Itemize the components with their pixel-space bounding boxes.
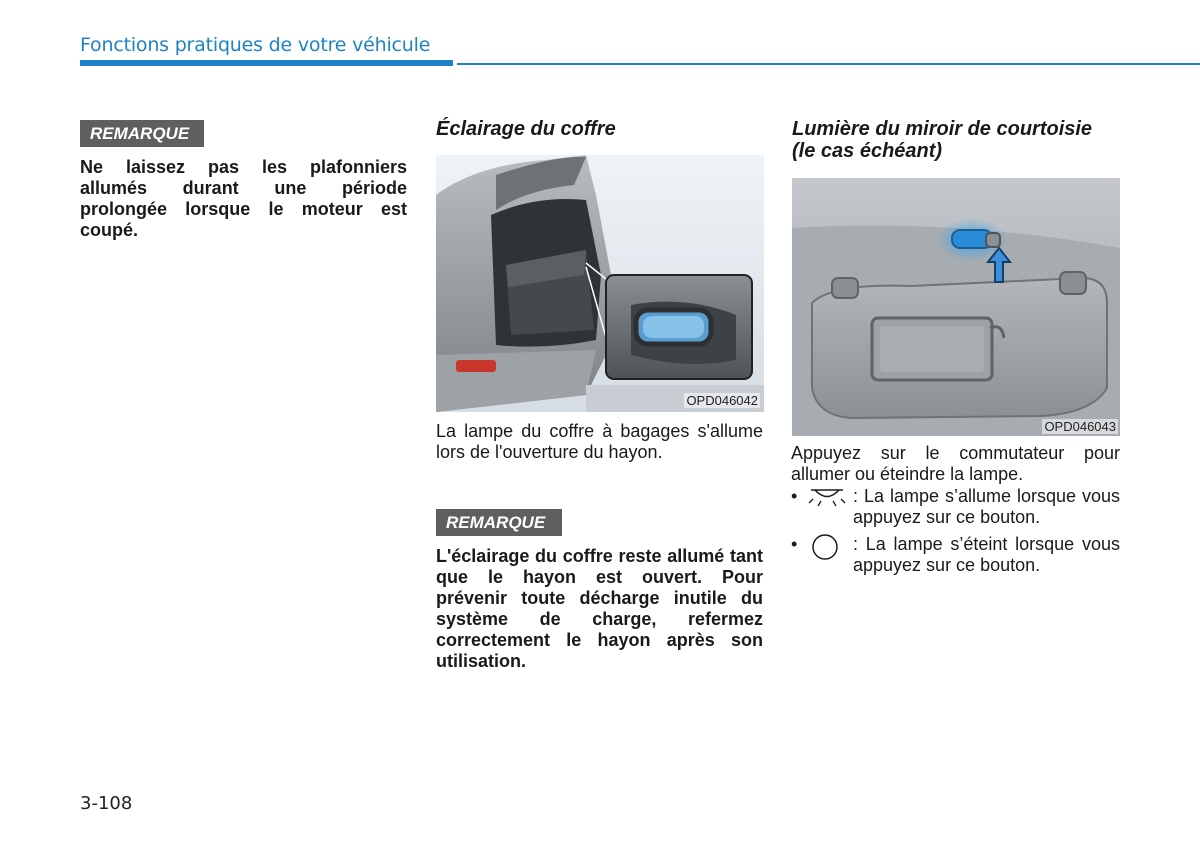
bullet-text: : La lampe s’allume lorsque vous appuyez sur ce bouton. xyxy=(853,486,1120,527)
section-title-line-2: (le cas échéant) xyxy=(792,140,943,162)
header-rule-thick xyxy=(80,60,453,66)
body-text: La lampe du coffre à bagages s'allume lors de l'ouverture du hayon. xyxy=(436,421,763,462)
note-text: Ne laissez pas les plafonniers allumés durant une période prolongée lorsque le moteur est coupé. xyxy=(80,157,407,240)
note-text: L'éclairage du coffre reste allumé tant que le hayon est ouvert. Pour prévenir toute décharge inutile du système de charge, refermez correctement le hayon après son utilisation. xyxy=(436,546,763,671)
section-header-title: Fonctions pratiques de votre véhicule xyxy=(80,34,431,56)
lamp-off-icon xyxy=(807,534,847,567)
remarque-badge: REMARQUE xyxy=(80,120,204,147)
section-title xyxy=(792,118,1092,162)
section-title-line-1: Lumière du miroir de courtoisie xyxy=(792,118,1093,140)
body-text: Appuyez sur le commutateur pour allumer ou éteindre la lampe. xyxy=(791,443,1120,484)
page-number: 3-108 xyxy=(80,793,133,814)
bullet-dot: • xyxy=(791,534,798,554)
bullet-text: : La lampe s’éteint lorsque vous appuyez sur ce bouton. xyxy=(853,534,1120,575)
remarque-badge: REMARQUE xyxy=(436,509,562,536)
bullet-item-lamp-on xyxy=(791,486,1121,530)
header-rule-thin xyxy=(457,63,1200,65)
vanity-mirror-illustration xyxy=(792,178,1120,436)
lamp-on-icon xyxy=(807,486,847,513)
trunk-lamp-figure xyxy=(436,155,764,412)
bullet-dot: • xyxy=(791,486,798,506)
bullet-item-lamp-off xyxy=(791,534,1121,578)
figure-code: OPD046042 xyxy=(686,393,758,408)
section-title: Éclairage du coffre xyxy=(436,118,616,140)
trunk-illustration xyxy=(436,155,764,412)
vanity-mirror-figure xyxy=(792,178,1120,436)
figure-code: OPD046043 xyxy=(1044,419,1116,434)
